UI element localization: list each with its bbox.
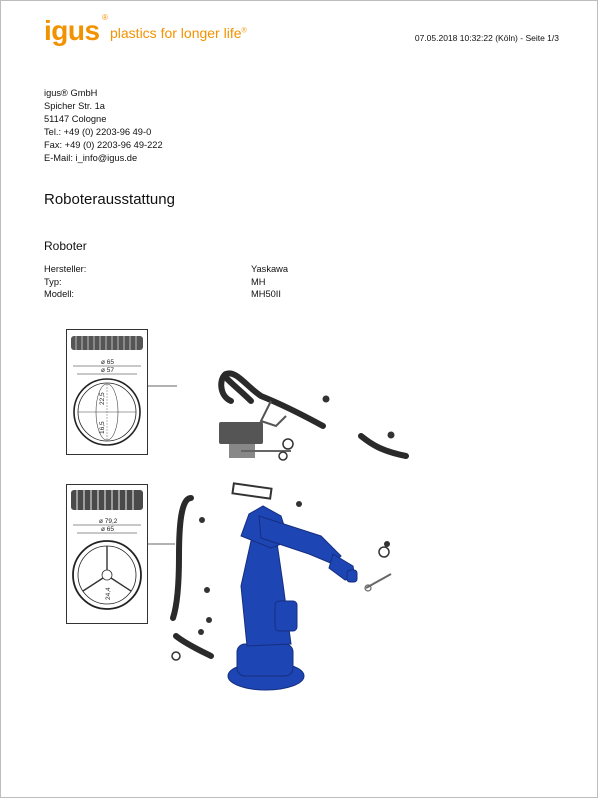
detail-row bbox=[44, 288, 344, 301]
inner-diameter-label: ø 57 bbox=[101, 367, 115, 374]
igus-logo bbox=[44, 13, 108, 47]
logo-wordmark: igus bbox=[44, 15, 100, 46]
detail-row bbox=[44, 263, 344, 276]
logo-registered-mark: ® bbox=[102, 13, 108, 22]
corrugated-hose-top bbox=[225, 373, 323, 426]
outer-diameter-label: ø 65 bbox=[101, 359, 115, 366]
page-header bbox=[44, 15, 559, 55]
corrugated-hose-vertical bbox=[173, 498, 191, 618]
blue-robot-arm bbox=[228, 506, 357, 690]
tagline-registered-mark: ® bbox=[241, 27, 247, 35]
gasket-plate bbox=[232, 483, 271, 498]
dimension-a-label: 22,5 bbox=[99, 392, 106, 405]
detail-row bbox=[44, 276, 344, 289]
section-heading: Roboter bbox=[44, 239, 87, 253]
outer-diameter-label: ø 79,2 bbox=[99, 518, 118, 525]
tagline-text: plastics for longer life bbox=[110, 25, 242, 41]
mounting-bracket bbox=[219, 422, 263, 444]
address-city: 51147 Cologne bbox=[44, 114, 107, 124]
company-address bbox=[44, 87, 163, 165]
detail-label: Typ: bbox=[44, 276, 62, 287]
address-company: igus® GmbH bbox=[44, 88, 98, 98]
robot-assembly-figure bbox=[61, 326, 421, 706]
address-email: E-Mail: i_info@igus.de bbox=[44, 153, 138, 163]
detail-value: MH50II bbox=[251, 289, 281, 299]
logo-tagline bbox=[110, 25, 247, 41]
detail-label: Modell: bbox=[44, 289, 74, 299]
inner-diameter-label: ø 65 bbox=[101, 526, 115, 533]
dimension-a-label: 24,4 bbox=[105, 587, 112, 600]
robot-exploded-view bbox=[61, 326, 421, 706]
address-tel: Tel.: +49 (0) 2203-96 49-0 bbox=[44, 127, 152, 137]
corrugated-hose-short bbox=[361, 436, 406, 456]
detail-label: Hersteller: bbox=[44, 264, 87, 274]
print-timestamp: 07.05.2018 10:32:22 (Köln) - Seite 1/3 bbox=[414, 33, 559, 43]
address-fax: Fax: +49 (0) 2203-96 49-222 bbox=[44, 140, 163, 150]
corrugated-hose-bottom bbox=[176, 636, 211, 656]
hose-clamp bbox=[283, 439, 293, 449]
dimension-b-label: 16,5 bbox=[99, 421, 106, 434]
document-title: Roboterausstattung bbox=[44, 191, 175, 208]
robot-details bbox=[44, 263, 344, 301]
detail-value: Yaskawa bbox=[251, 264, 289, 274]
address-street: Spicher Str. 1a bbox=[44, 101, 105, 111]
spring-clip bbox=[323, 396, 330, 403]
detail-value: MH bbox=[251, 276, 266, 287]
